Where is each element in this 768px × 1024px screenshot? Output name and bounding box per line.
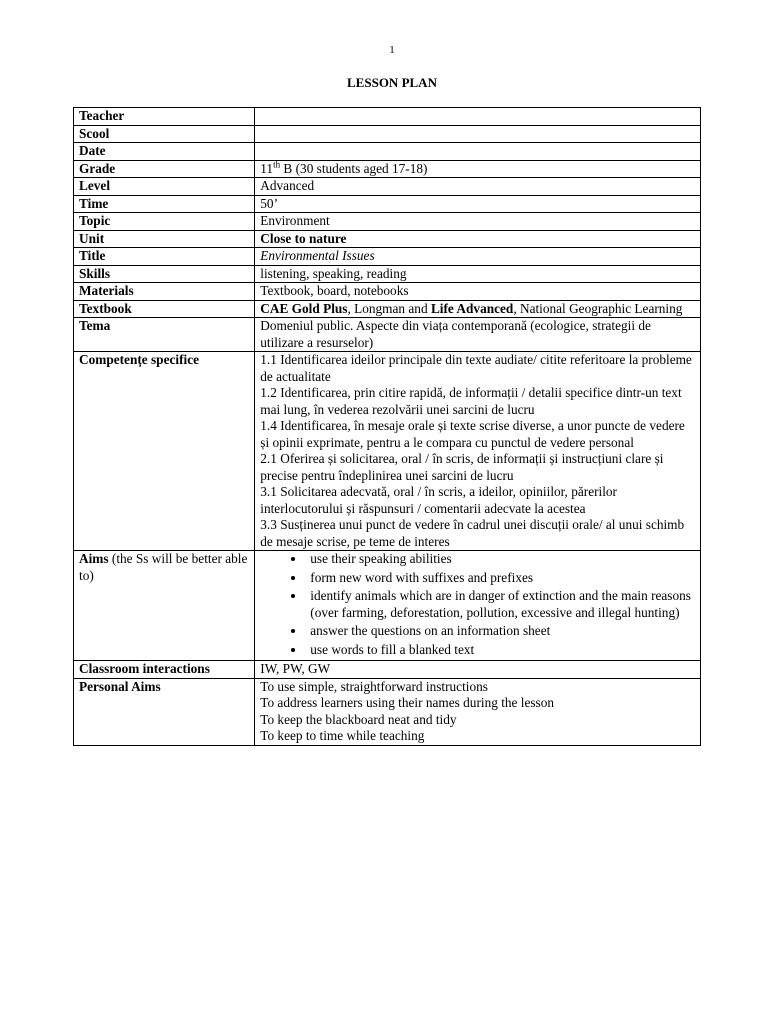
label-grade: Grade (74, 160, 255, 178)
row-level (74, 178, 701, 196)
row-scool (74, 125, 701, 143)
value-date (255, 143, 701, 161)
grade-number: 11 (260, 160, 274, 176)
aims-list-item: • form new word with suffixes and prefixes (306, 570, 695, 587)
label-classroom-interactions: Classroom interactions (74, 661, 255, 679)
value-teacher (255, 108, 701, 126)
value-topic: Environment (255, 213, 701, 231)
aims-list-item: • answer the questions on an information sheet (306, 623, 695, 640)
competenta-item: 1.2 Identificarea, prin citire rapidă, de informații / detalii specifice dintr-un text mai lung, în vederea rezolvării unei sarcini de lucru (260, 385, 682, 417)
value-level: Advanced (255, 178, 701, 196)
label-textbook: Textbook (74, 300, 255, 318)
aims-label-bold: Aims (79, 551, 109, 566)
grade-details: B (30 students aged 17-18) (280, 160, 428, 176)
value-skills: listening, speaking, reading (255, 265, 701, 283)
aims-list (260, 551, 695, 658)
label-tema: Tema (74, 318, 255, 352)
value-unit: Close to nature (255, 230, 701, 248)
label-scool: Scool (74, 125, 255, 143)
label-aims (74, 551, 255, 661)
label-level: Level (74, 178, 255, 196)
value-grade (255, 160, 701, 178)
page-title: LESSON PLAN (347, 75, 437, 90)
value-textbook (255, 300, 701, 318)
label-title: Title (74, 248, 255, 266)
textbook-title-1: CAE Gold Plus (260, 300, 348, 316)
textbook-publisher-2: , National Geographic Learning (513, 300, 683, 316)
personal-aim-item: To keep to time while teaching (260, 728, 425, 743)
label-time: Time (74, 195, 255, 213)
competenta-item: 3.1 Solicitarea adecvată, oral / în scris, a ideilor, opiniilor, părerilor interlocutorului și răspunsuri / comentarii adecvate la acestea (260, 484, 617, 516)
row-skills (74, 265, 701, 283)
row-topic (74, 213, 701, 231)
row-personal-aims (74, 678, 701, 745)
label-topic: Topic (74, 213, 255, 231)
value-aims (255, 551, 701, 661)
row-classroom-interactions (74, 661, 701, 679)
row-unit (74, 230, 701, 248)
competenta-item: 2.1 Oferirea și solicitarea, oral / în scris, de informații și instrucțiuni clare și precise pentru îndeplinirea unei sarcini de lucru (260, 451, 664, 483)
row-time (74, 195, 701, 213)
lesson-plan-table (73, 107, 701, 746)
row-teacher (74, 108, 701, 126)
label-skills: Skills (74, 265, 255, 283)
label-unit: Unit (74, 230, 255, 248)
aims-list-item: • use words to fill a blanked text (306, 642, 695, 659)
value-materials: Textbook, board, notebooks (255, 283, 701, 301)
aims-list-item: • identify animals which are in danger of extinction and the main reasons (over farming, deforestation, pollution, excessive and illegal hunting) (306, 588, 695, 621)
row-aims (74, 551, 701, 661)
value-classroom-interactions: IW, PW, GW (255, 661, 701, 679)
page-number: 1 (389, 44, 395, 56)
row-title (74, 248, 701, 266)
label-personal-aims: Personal Aims (74, 678, 255, 745)
aims-list-item: • use their speaking abilities (306, 551, 695, 568)
row-tema (74, 318, 701, 352)
value-tema: Domeniul public. Aspecte din viața contemporană (ecologice, strategii de utilizare a resurselor) (255, 318, 701, 352)
label-teacher: Teacher (74, 108, 255, 126)
aims-label-note: (the Ss will be better able to) (79, 551, 248, 583)
row-date (74, 143, 701, 161)
value-title: Environmental Issues (255, 248, 701, 266)
competenta-item: 3.3 Susținerea unui punct de vedere în cadrul unei discuții orale/ al unui schimb de mesaje scrise, pe teme de interes (260, 517, 685, 549)
row-materials (74, 283, 701, 301)
label-competente: Competențe specifice (74, 352, 255, 551)
textbook-publisher-1: , Longman and (347, 300, 431, 316)
value-scool (255, 125, 701, 143)
value-personal-aims (255, 678, 701, 745)
competenta-item: 1.1 Identificarea ideilor principale din texte audiate/ citite referitoare la probleme de actualitate (260, 352, 692, 384)
row-grade (74, 160, 701, 178)
value-competente (255, 352, 701, 551)
grade-ordinal: th (273, 159, 281, 170)
row-textbook (74, 300, 701, 318)
personal-aim-item: To address learners using their names during the lesson (260, 695, 555, 710)
label-materials: Materials (74, 283, 255, 301)
personal-aim-item: To use simple, straightforward instructions (260, 678, 488, 694)
row-competente (74, 352, 701, 551)
personal-aim-item: To keep the blackboard neat and tidy (260, 711, 457, 727)
textbook-title-2: Life Advanced (430, 300, 514, 316)
value-time: 50’ (255, 195, 701, 213)
label-date: Date (74, 143, 255, 161)
competenta-item: 1.4 Identificarea, în mesaje orale și texte scrise diverse, a unor puncte de vedere și opinii exprimate, pentru a le compara cu punctul de vedere personal (260, 418, 685, 450)
